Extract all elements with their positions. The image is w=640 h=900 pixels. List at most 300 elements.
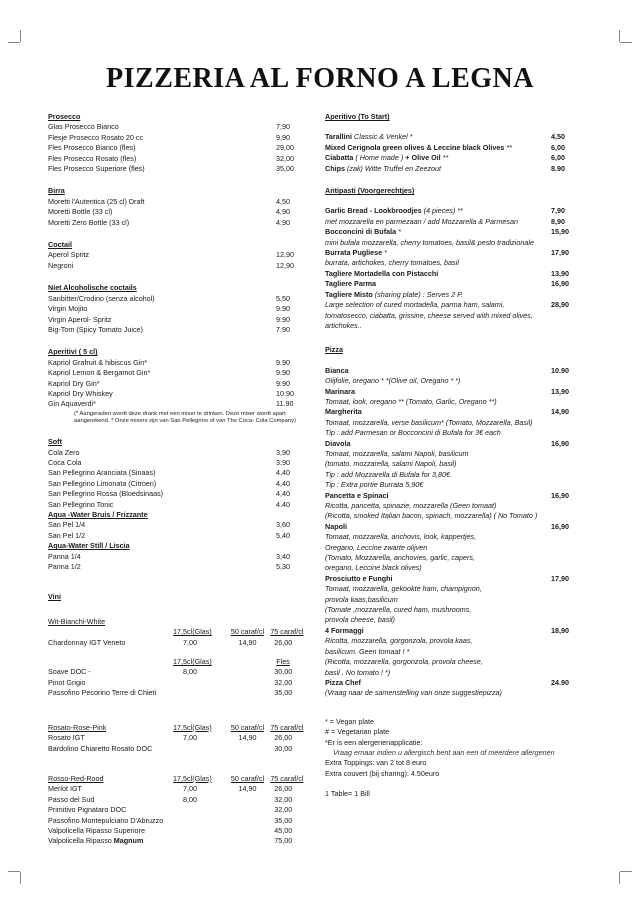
wine-magnum-label: Magnum	[113, 836, 144, 846]
item-price: 24.90	[551, 677, 569, 687]
item-description: tomatosecco, ciabatta, grissine, cheese served with mixed olives,	[325, 310, 533, 320]
item-description: Large selection of cured mortadella, parma ham, salami,	[325, 300, 505, 310]
mixer-note: (* Aangeraden wordt deze drank met een mixer te drinken. Deze mixer wordt apart aangerekend. * Onze mixers zijn van San Pellegrino of van The Coca- Cola Company)	[74, 410, 296, 424]
item-name: Flesje Prosecco Rosato 20 cc	[48, 132, 144, 142]
wine-row	[48, 678, 310, 688]
wine-row	[48, 638, 310, 648]
prosecco-list	[48, 122, 310, 174]
item-name: Prosciutto e Funghi	[325, 573, 393, 583]
item-price: 11.90	[276, 399, 294, 409]
pizza-item	[325, 366, 583, 376]
wine-price: 26,00	[274, 784, 293, 794]
item-price: 6,00	[551, 153, 565, 163]
wine-50cl-price: 14,90	[238, 733, 257, 743]
wine-section-rosato	[48, 723, 310, 754]
wine-row	[48, 805, 310, 815]
item-name: Coca Cola	[48, 457, 82, 467]
item-price: 3,40	[276, 551, 290, 561]
col-75cl: 75 caraf/cl	[270, 627, 304, 637]
menu-item-burrata	[325, 248, 583, 258]
wine-glas-price	[173, 805, 225, 815]
menu-row	[48, 218, 310, 228]
wine-name: Primitivo Pignataro DOC	[48, 805, 127, 815]
pizza-list	[325, 366, 583, 699]
item-name: Virgin Mojito	[48, 304, 88, 314]
item-name: Tagliere Mortadella con Pistacchi	[325, 268, 439, 278]
wine-row	[48, 667, 310, 677]
item-name: Panna 1/4	[48, 551, 81, 561]
item-name: San Pellegrino Limonata (Citroen)	[48, 478, 157, 488]
item-name: Moretti Zero Bottle (33 cl)	[48, 217, 130, 227]
item-name: Panna 1/2	[48, 562, 81, 572]
item-name: Moretti Bottle (33 cl)	[48, 207, 113, 217]
wine-glas-price	[173, 816, 225, 826]
item-price: 4,90	[276, 207, 290, 217]
col-50cl: 50 caraf/cl	[230, 773, 265, 783]
item-name: Garlic Bread - Lookbroodjes	[325, 206, 422, 216]
menu-row	[48, 304, 310, 314]
item-price: 10.90	[276, 388, 294, 398]
item-description: oregano, Leccine black olives)	[325, 563, 422, 573]
item-description: met mozzarella en parmezaan / add Mozzarella & Parmesan	[325, 216, 518, 226]
item-name: Bocconcini di Bufala	[325, 227, 397, 237]
item-description: provola kaas,basilicum	[325, 594, 398, 604]
item-price: 6,00	[551, 142, 565, 152]
item-price: 7,90	[276, 122, 290, 132]
col-glas: 17,5cl(Glas)	[173, 657, 212, 667]
item-name: 4 Formaggi	[325, 625, 364, 635]
wine-50cl-price	[225, 816, 271, 826]
item-label	[325, 164, 441, 174]
item-name: Negroni	[48, 260, 74, 270]
item-price: 3,90	[276, 447, 290, 457]
item-note: (sharing plate) : Serves 2 P.	[372, 289, 463, 299]
menu-row	[48, 207, 310, 217]
wine-row	[48, 744, 310, 754]
wine-row	[48, 826, 310, 836]
item-price: 4,90	[276, 217, 290, 227]
menu-item	[325, 132, 583, 142]
wine-row	[48, 784, 310, 794]
item-label	[325, 143, 512, 153]
wine-section-white	[48, 617, 310, 699]
wine-name: Chardonnay IGT Veneto	[48, 637, 126, 647]
crop-mark	[619, 30, 620, 42]
item-price: 9.90	[276, 357, 290, 367]
crop-mark	[620, 42, 632, 43]
item-price: 13,90	[551, 268, 569, 278]
section-heading-aperitivi: Aperitivi ( 5 cl)	[48, 347, 98, 357]
item-price: 7.90	[276, 324, 290, 334]
pizza-item	[325, 678, 583, 688]
item-description: Tip : add Parmesan or Bocconcini di Bufala for 3€ each	[325, 428, 501, 438]
wine-row	[48, 638, 310, 648]
wine-name: Pinot Grigio	[48, 677, 86, 687]
section-heading-bruis: Aqua -Water Bruis / Frizzante	[48, 510, 148, 519]
item-description: Ricotta, pancetta, spinazie, mozzarella (Geen tomaat)	[325, 501, 497, 510]
wine-glas-price	[173, 826, 225, 836]
item-name: San Pel 1/4	[48, 520, 86, 530]
wine-row-magnum	[48, 836, 310, 846]
item-description: basil . No tomato ! *)	[325, 667, 391, 677]
legend-allergen-info: Vraag ernaar indien u allergisch bent aan een of meerdere allergenen	[333, 747, 555, 757]
pizza-item	[325, 626, 583, 636]
col-75cl: 75 caraf/cl	[270, 773, 304, 783]
item-name: Burrata Pugliese	[325, 248, 383, 258]
item-price: 3,90	[276, 457, 290, 467]
item-description: Tomaat, mozzarella, anchovis, look, kappertjes,	[325, 532, 477, 542]
wine-list-white	[48, 667, 310, 698]
menu-row	[48, 325, 310, 335]
item-price: 16,90	[551, 438, 569, 448]
item-description: Olijfolie, oregano * *(Olive oil, Oregano * *)	[325, 376, 461, 386]
item-note: **	[440, 153, 449, 163]
menu-row	[48, 389, 310, 399]
pizza-item	[325, 522, 583, 532]
item-note: (4 pieces) **	[421, 206, 463, 216]
item-price: 8,90	[551, 216, 565, 226]
item-note: *	[396, 227, 401, 237]
pizza-item	[325, 491, 583, 501]
still-list	[48, 552, 310, 573]
item-price: 17,90	[551, 248, 569, 258]
item-price: 4,50	[551, 132, 565, 142]
item-extra: + Olive Oil	[403, 153, 441, 163]
item-description: artichokes..	[325, 320, 362, 330]
wine-price: 35,00	[274, 688, 293, 698]
item-price: 9,90	[276, 132, 290, 142]
item-name: Gin Aquaverdi*	[48, 399, 96, 409]
legend-vegetarian: # = Vegetarian plate	[325, 727, 390, 737]
item-name: Sanbitter/Crodino (senza alcohol)	[48, 293, 155, 303]
wine-row	[48, 733, 310, 743]
wine-price: 35,00	[274, 815, 293, 825]
item-name: Kapriol Dry Whiskey	[48, 388, 113, 398]
col-fles: Fles	[276, 657, 290, 667]
item-name: Cola Zero	[48, 447, 80, 457]
wine-name: Valpolicella Ripasso	[48, 836, 114, 846]
item-name: Margherita	[325, 407, 362, 417]
wine-glas-price: 8,00	[182, 667, 197, 677]
item-price: 9.90	[276, 368, 290, 378]
item-name: San Pellegrino Tonic	[48, 499, 114, 509]
menu-item-bocconcini	[325, 227, 583, 237]
section-heading-aperitivo: Aperitivo (To Start)	[325, 112, 390, 121]
item-name: Marinara	[325, 386, 355, 396]
wine-50cl-price: 14,90	[238, 637, 257, 647]
crop-mark	[20, 30, 21, 42]
col-glas: 17,5cl(Glas)	[173, 773, 212, 783]
menu-row	[48, 531, 310, 541]
wine-columns-header	[48, 627, 310, 637]
item-description: Tomaat, mozzarella, salami Napoli, basilicum	[325, 448, 469, 458]
item-name: San Pellegrino Rossa (Bloedsinaas)	[48, 489, 164, 499]
menu-item-garlic-bread	[325, 206, 583, 216]
item-description: Oregano, Leccine zwarte olijven	[325, 542, 428, 552]
item-name: San Pellegrino Aranciata (Sinaas)	[48, 468, 156, 478]
item-description-row	[325, 217, 583, 227]
item-price: 35,00	[276, 164, 294, 174]
item-name: Fles Prosecco Bianco (fles)	[48, 143, 136, 153]
wine-columns-header	[48, 774, 310, 784]
item-description: (Vraag naar de samenstelling van onze suggestiepizza)	[325, 688, 502, 698]
wine-columns-header	[48, 723, 310, 733]
crop-mark	[8, 871, 20, 872]
wine-50cl-price	[225, 667, 271, 677]
crop-mark	[8, 42, 20, 43]
wine-row	[48, 795, 310, 805]
item-name: Napoli	[325, 521, 347, 531]
wine-price: 26,00	[274, 733, 293, 743]
item-price: 4.40	[276, 499, 290, 509]
wine-50cl-price	[225, 805, 271, 815]
wine-heading-rosato: Rosato-Rose-Pink	[48, 722, 107, 732]
wine-row	[48, 816, 310, 826]
item-description: (Tomato, Mozzarella, anchovies, garlic, capers,	[325, 553, 475, 563]
menu-row	[48, 399, 310, 409]
item-price: 29,00	[276, 143, 294, 153]
wine-glas-price: 8,00	[182, 794, 197, 804]
wine-columns-header	[48, 657, 310, 667]
wine-name: Passofino Pecorino Terre di Chieti	[48, 688, 157, 698]
menu-row	[48, 479, 310, 489]
item-price: 8.90	[551, 163, 565, 173]
legend	[325, 717, 583, 800]
legend-toppings: Extra Toppings: van 2 tot 8 euro	[325, 758, 427, 768]
menu-row	[48, 294, 310, 304]
item-name: Fles Prosecco Superiore (fles)	[48, 164, 145, 174]
page-title: PIZZERIA AL FORNO A LEGNA	[106, 63, 534, 94]
bruis-list	[48, 520, 310, 541]
section-heading-antipasti: Antipasti (Voorgerechtjes)	[325, 186, 415, 196]
item-price: 9.90	[276, 378, 290, 388]
item-name: Tagliere Misto	[325, 289, 373, 299]
wine-50cl-price: 14,90	[238, 784, 257, 794]
item-name: Mixed Cerignola green olives & Leccine black Olives	[325, 142, 505, 152]
item-price: 4,50	[276, 196, 290, 206]
pizza-item	[325, 387, 583, 397]
wine-50cl-price	[225, 795, 271, 805]
crop-mark	[620, 871, 632, 872]
item-description: basilicum. Geen tomaat ! *	[325, 646, 410, 656]
item-price: 18,90	[551, 625, 569, 635]
item-description: burrata, artichokes, cherry tomatoes, basil	[325, 258, 459, 268]
item-name: Kapriol Grafruit & hibiscus Gin*	[48, 357, 148, 367]
drinks-column	[48, 112, 310, 847]
wine-price: 32,00	[274, 805, 293, 815]
menu-row	[48, 458, 310, 468]
item-price: 5,40	[276, 530, 290, 540]
col-50cl: 50 caraf/cl	[230, 627, 265, 637]
item-name: San Pel 1/2	[48, 530, 86, 540]
item-price: 32,00	[276, 153, 294, 163]
item-price: 3,60	[276, 520, 290, 530]
wine-list-rosso	[48, 784, 310, 836]
menu-item	[325, 164, 583, 174]
menu-item-tagliere-misto	[325, 290, 583, 300]
legend-bill: 1 Table= 1 Bill	[325, 789, 370, 799]
wine-price: 32,00	[274, 794, 293, 804]
item-label	[325, 132, 412, 142]
legend-couvert: Extra couvert (bij sharing): 4.50euro	[325, 768, 440, 778]
menu-row	[48, 489, 310, 499]
item-name: Big-Tom (Spicy Tomato Juice)	[48, 324, 143, 334]
item-name: Diavola	[325, 438, 351, 448]
wine-50cl-price	[225, 688, 271, 698]
item-name: Virgin Aperol- Spritz	[48, 314, 112, 324]
item-price: 5,30	[276, 562, 290, 572]
item-description: Tomaat, mozzarella, gekookte ham, champignon,	[325, 584, 482, 594]
item-name: Pizza Chef	[325, 677, 361, 687]
item-note: *	[382, 248, 387, 258]
item-name: Bianca	[325, 365, 349, 375]
item-price: 12,90	[276, 250, 294, 260]
wine-section-rosso	[48, 774, 310, 847]
section-heading-prosecco: Prosecco	[48, 112, 81, 121]
soft-list	[48, 448, 310, 510]
item-price: 4,40	[276, 468, 290, 478]
wine-glas-price	[173, 688, 225, 698]
legend-vegan: * = Vegan plate	[325, 716, 374, 726]
section-heading-cocktail: Coctail	[48, 240, 72, 250]
menu-row	[48, 315, 310, 325]
item-description: (Tomate ,mozzarella, cured ham, mushrooms,	[325, 605, 472, 615]
wine-name: Merlot IGT	[48, 784, 82, 794]
item-note: Classic & Venkel *	[352, 132, 413, 142]
cocktail-list	[48, 250, 310, 271]
col-glas: 17,5cl(Glas)	[173, 627, 212, 637]
item-name: Fles Prosecco Rosato (fles)	[48, 153, 137, 163]
section-heading-vini: Vini	[48, 592, 62, 602]
menu-row	[48, 358, 310, 368]
crop-mark	[619, 872, 620, 884]
item-price: 14,90	[551, 407, 569, 417]
wine-glas-price: 7,00	[182, 733, 197, 743]
food-column	[325, 112, 583, 800]
wine-list-rosato	[48, 733, 310, 754]
item-description: provola cheese, basil)	[325, 615, 395, 625]
wine-name: Valpolicella Ripasso Superiore	[48, 825, 145, 835]
wine-name: Passofino Montepulciano D'Abruzzo	[48, 815, 164, 825]
item-price: 4,40	[276, 489, 290, 499]
menu-row	[48, 154, 310, 164]
wine-price: 30,00	[274, 743, 293, 753]
item-description: Tomaat, look, oregano ** (Tomato, Garlic, Oregano **)	[325, 396, 497, 406]
section-heading-pizza: Pizza	[325, 345, 343, 355]
menu-row	[48, 468, 310, 478]
wine-heading-white: Wit-Bianchi-White	[48, 616, 106, 626]
wine-price: 32,00	[274, 677, 293, 687]
item-description: Tip : Extra portie Burrata 5,90€	[325, 480, 424, 490]
menu-row	[48, 552, 310, 562]
item-price: 7,90	[551, 206, 565, 216]
menu-row	[48, 164, 310, 174]
wine-price: 26,00	[274, 637, 293, 647]
menu-row	[48, 562, 310, 572]
item-note: (zak) Witte Truffel en Zeezout	[344, 163, 442, 173]
item-note: **	[504, 142, 512, 152]
menu-row	[48, 143, 310, 153]
col-75cl: 75 caraf/cl	[270, 722, 304, 732]
niet-alcoholische-list	[48, 294, 310, 336]
wine-50cl-price	[225, 826, 271, 836]
wine-price: 45,00	[274, 825, 293, 835]
menu-row	[48, 520, 310, 530]
item-price: 15,90	[551, 227, 569, 237]
wine-50cl-price	[225, 744, 271, 754]
menu-item-tagliere-parma	[325, 279, 583, 289]
wine-glas-price: 7,00	[182, 637, 197, 647]
menu-row	[48, 133, 310, 143]
item-description: Tomaat, mozzarella, verse basilicum* (Tomato, Mozzarella, Basil)	[325, 417, 533, 427]
item-description: Ricotta, mozzarella, gorgonzola, provola kaas,	[325, 636, 473, 646]
item-price: 28,90	[551, 300, 569, 310]
wine-price: 75,00	[274, 836, 293, 846]
col-50cl: 50 caraf/cl	[230, 722, 265, 732]
wine-heading-rosso: Rosso-Red-Rood	[48, 773, 104, 783]
item-name: Chips	[325, 163, 345, 173]
item-price: 5,50	[276, 293, 290, 303]
legend-allergen: *Er is een alergenenapplicatie:	[325, 737, 423, 747]
wine-50cl-price	[225, 678, 271, 688]
pizza-item	[325, 439, 583, 449]
menu-item-tagliere-mortadella	[325, 269, 583, 279]
menu-row	[48, 379, 310, 389]
item-name: Pancetta e Spinaci	[325, 490, 389, 500]
item-name: Tagliere Parma	[325, 279, 377, 289]
item-price: 10.90	[551, 365, 569, 375]
item-name: Kapriol Lemon & Bergamot Gin*	[48, 368, 151, 378]
menu-row	[48, 250, 310, 260]
wine-name: Passo del Sud	[48, 794, 95, 804]
item-label	[325, 153, 448, 163]
item-description: Tip : add Mozzarella di Bufala for 3,80€	[325, 469, 450, 479]
wine-glas-price	[173, 678, 225, 688]
item-note: ( Home made )	[353, 153, 404, 163]
item-description: (Ricotta, smoked Italian bacon, spinach, mozzarella) ( No Tomato )	[325, 511, 538, 521]
menu-item	[325, 153, 583, 163]
crop-mark	[20, 872, 21, 884]
col-glas: 17,5cl(Glas)	[173, 722, 212, 732]
wine-row	[48, 688, 310, 698]
menu-row	[48, 368, 310, 378]
birra-list	[48, 197, 310, 228]
wine-price: 30,00	[274, 667, 293, 677]
section-heading-birra: Birra	[48, 186, 65, 196]
item-name: Kapriol Dry Gin*	[48, 378, 100, 388]
item-description: (tomato, mozzarella, salami Napoli, basil)	[325, 459, 457, 469]
item-name: Glas Prosecco Bianco	[48, 122, 119, 132]
section-heading-soft: Soft	[48, 437, 62, 447]
wine-name: Bardolino Chiaretto Rosato DOC	[48, 743, 153, 753]
item-price: 16,90	[551, 521, 569, 531]
item-price: 16,90	[551, 279, 569, 289]
item-name: Aperol Spritz	[48, 250, 90, 260]
item-price: 13,90	[551, 386, 569, 396]
wine-name: Soave DOC -	[48, 667, 91, 677]
menu-row	[48, 500, 310, 510]
item-price: 12,90	[276, 260, 294, 270]
item-name: Ciabatta	[325, 153, 354, 163]
item-price: 9.90	[276, 304, 290, 314]
pizza-item	[325, 407, 583, 417]
item-name: Moretti l'Autentica (25 cl) Draft	[48, 196, 145, 206]
menu-row	[48, 448, 310, 458]
item-name: Tarallini	[325, 132, 353, 142]
menu-row	[48, 197, 310, 207]
item-description-row	[325, 300, 583, 310]
item-description: (Ricotta, mozzarella, gorgonzola, provola cheese,	[325, 657, 483, 667]
